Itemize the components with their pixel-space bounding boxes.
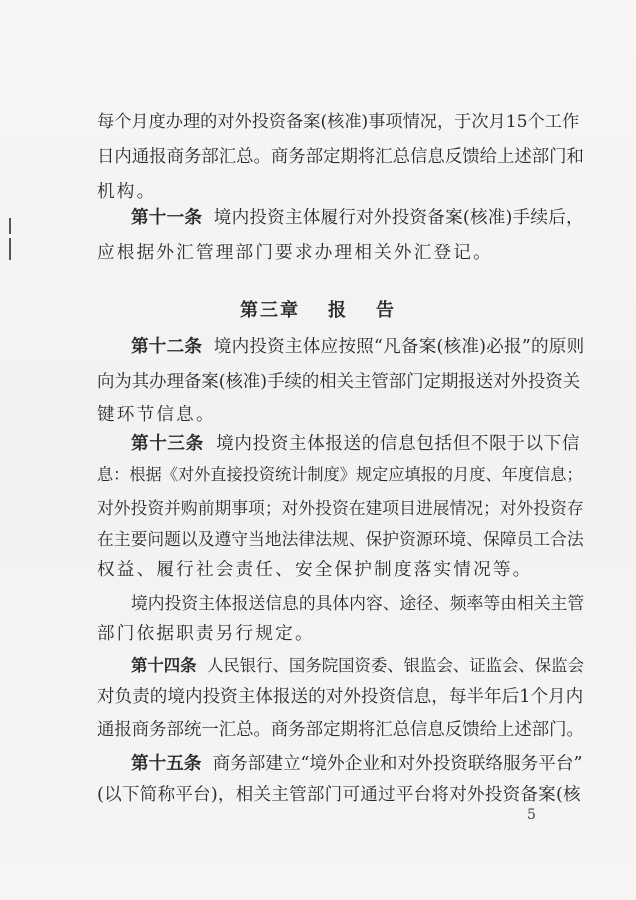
article-15: [131, 753, 583, 775]
body-line: 息：根据《对外直接投资统计制度》规定应填报的月度、年度信息；: [97, 465, 583, 484]
body-line: 每个月度办理的对外投资备案(核准)事项情况，于次月15个工作: [97, 112, 580, 132]
article-text: 境内投资主体应按照“凡备案(核准)必报”的原则: [213, 337, 585, 357]
binding-mark: [9, 218, 11, 234]
article-text: 境内投资主体履行对外投资备案(核准)手续后，: [213, 208, 584, 228]
body-line: 对负责的境内投资主体报送的对外投资信息，每半年后1个月内: [97, 687, 584, 707]
body-line: 应根据外汇管理部门要求办理相关外汇登记。: [97, 243, 493, 263]
body-line: 日内通报商务部汇总。商务部定期将汇总信息反馈给上述部门和: [97, 147, 584, 167]
chapter-title-char: 告: [376, 300, 396, 321]
body-line: 权益、履行社会责任、安全保护制度落实情况等。: [97, 560, 533, 580]
body-line: 部门依据职责另行规定。: [97, 624, 315, 644]
body-line: 向为其办理备案(核准)手续的相关主管部门定期报送对外投资关: [97, 372, 581, 392]
page-number: 5: [527, 807, 536, 823]
body-line: 对外投资并购前期事项；对外投资在建项目进展情况；对外投资存: [97, 498, 584, 518]
article-12: [131, 336, 583, 358]
chapter-title-char: 报: [328, 300, 348, 321]
chapter-heading: [0, 300, 636, 322]
binding-mark: [9, 238, 11, 260]
article-label: 第十五条: [131, 753, 202, 774]
body-line: 通报商务部统一汇总。商务部定期将汇总信息反馈给上述部门。: [97, 720, 584, 740]
article-label: 第十三条: [131, 433, 204, 454]
article-text: 境内投资主体报送的信息包括但不限于以下信: [216, 434, 581, 454]
article-14: [131, 655, 583, 677]
chapter-number: 第三章: [240, 300, 300, 321]
body-line: (以下简称平台)，相关主管部门可通过平台将对外投资备案(核: [97, 785, 581, 805]
body-line: 键环节信息。: [97, 405, 216, 425]
article-text: 商务部建立“境外企业和对外投资联络服务平台”: [212, 754, 583, 774]
body-line: 在主要问题以及遵守当地法律法规、保护资源环境、保障员工合法: [97, 529, 584, 549]
article-label: 第十四条: [131, 656, 197, 675]
article-13: [131, 433, 583, 455]
article-text: 人民银行、国务院国资委、银监会、证监会、保监会: [206, 656, 584, 675]
article-label: 第十二条: [131, 336, 203, 357]
body-line: 机构。: [97, 182, 157, 202]
article-label: 第十一条: [131, 207, 203, 228]
body-line: 境内投资主体报送信息的具体内容、途径、频率等由相关主管: [131, 593, 585, 613]
article-11: [131, 207, 583, 229]
